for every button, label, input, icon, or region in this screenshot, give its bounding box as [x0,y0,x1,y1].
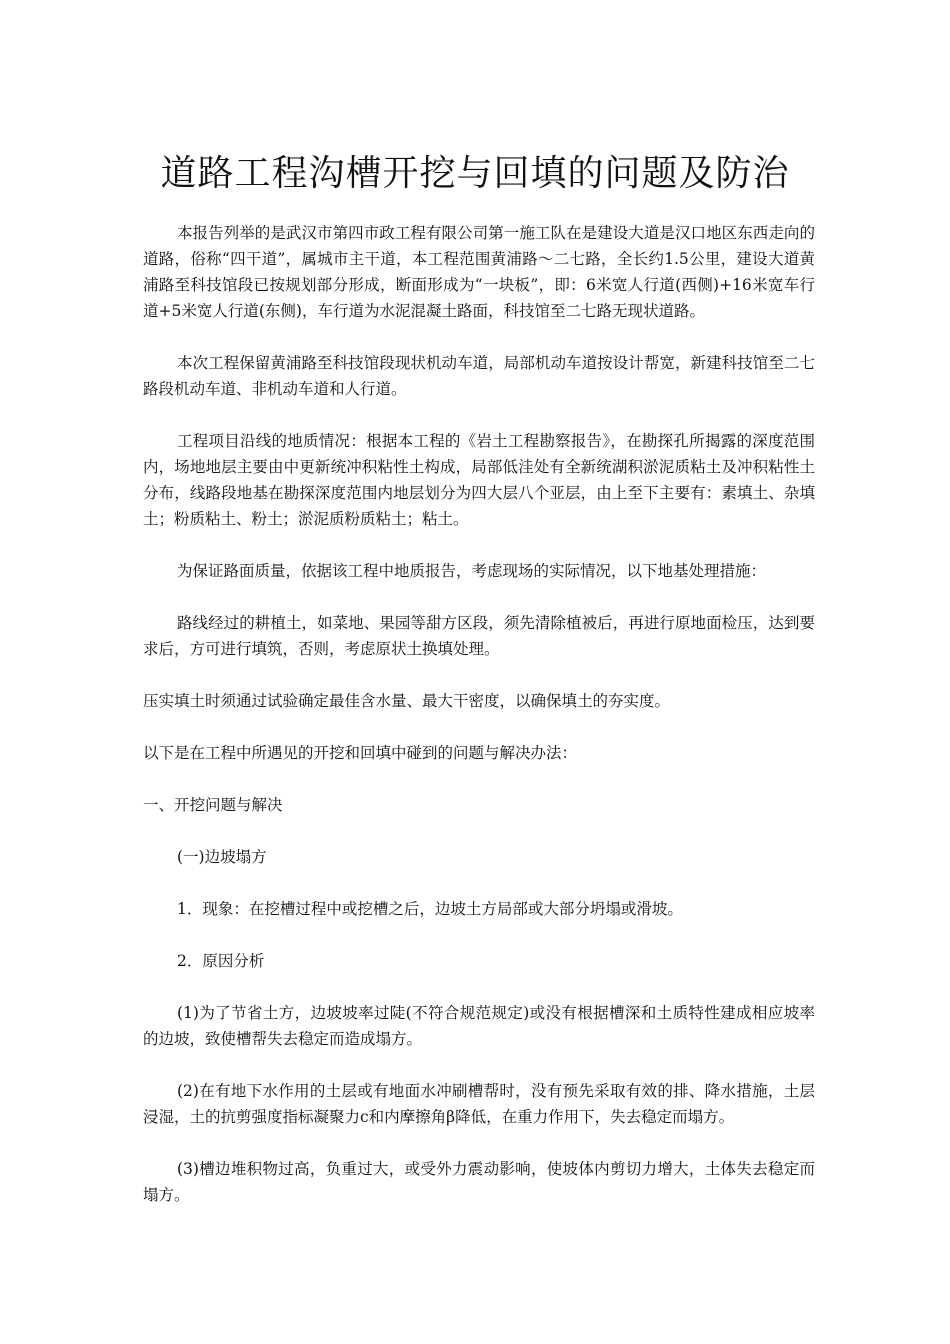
paragraph-project-scope: 本次工程保留黄浦路至科技馆段现状机动车道，局部机动车道按设计帮宽，新建科技馆至二七路段机动车道、非机动车道和人行道。 [143,354,815,398]
paragraph-problems-intro: 以下是在工程中所遇见的开挖和回填中碰到的问题与解决办法： [143,744,578,762]
cause-item-2: (2)在有地下水作用的土层或有地面水冲刷槽帮时，没有预先采取有效的排、降水措施，土层浸湿，土的抗剪强度指标凝聚力c和内摩擦角β降低，在重力作用下，失去稳定而塌方。 [143,1082,815,1126]
section-heading-excavation: 一、开挖问题与解决 [143,796,283,814]
item-phenomenon: 1．现象：在挖槽过程中或挖槽之后，边坡土方局部或大部分坍塌或滑坡。 [177,900,683,918]
paragraph-foundation-measures: 为保证路面质量，依据该工程中地质报告，考虑现场的实际情况，以下地基处理措施： [177,562,767,580]
document-title: 道路工程沟槽开挖与回填的问题及防治 [160,153,790,194]
cause-item-1: (1)为了节省土方，边坡坡率过陡(不符合规范规定)或没有根据槽深和土质特性建成相应坡率的边坡，致使槽帮失去稳定而造成塌方。 [143,1004,815,1048]
document-body [143,220,815,1234]
cause-item-3: (3)槽边堆积物过高，负重过大，或受外力震动影响，使坡体内剪切力增大，土体失去稳定而塌方。 [143,1160,815,1204]
paragraph-geology: 工程项目沿线的地质情况：根据本工程的《岩土工程勘察报告》，在勘探孔所揭露的深度范围内，场地地层主要由中更新统冲积粘性土构成，局部低洼处有全新统湖积淤泥质粘土及冲积粘性土分布，线路段地基在勘探深度范围内地层划分为四大层八个亚层，由上至下主要有：素填土、杂填土；粉质粘土、粉土；淤泥质粉质粘土；粘土。 [143,432,815,528]
paragraph-project-overview: 本报告列举的是武汉市第四市政工程有限公司第一施工队在是建设大道是汉口地区东西走向的道路，俗称“四干道”，属城市主干道，本工程范围黄浦路～二七路，全长约1.5公里，建设大道黄浦路至科技馆段已按规划部分形成，断面形成为“一块板”，即：6米宽人行道(西侧)+16米宽车行道+5米宽人行道(东侧)，车行道为水泥混凝土路面，科技馆至二七路无现状道路。 [143,224,815,320]
item-cause-analysis: 2．原因分析 [177,952,265,970]
paragraph-cultivated-soil: 路线经过的耕植土，如菜地、果园等甜方区段，须先清除植被后，再进行原地面检压，达到要求后，方可进行填筑，否则，考虑原状土换填处理。 [143,614,815,658]
subsection-heading-slope-collapse: (一)边坡塌方 [177,848,267,866]
paragraph-compaction: 压实填土时须通过试验确定最佳含水量、最大干密度，以确保填土的夯实度。 [143,692,671,710]
